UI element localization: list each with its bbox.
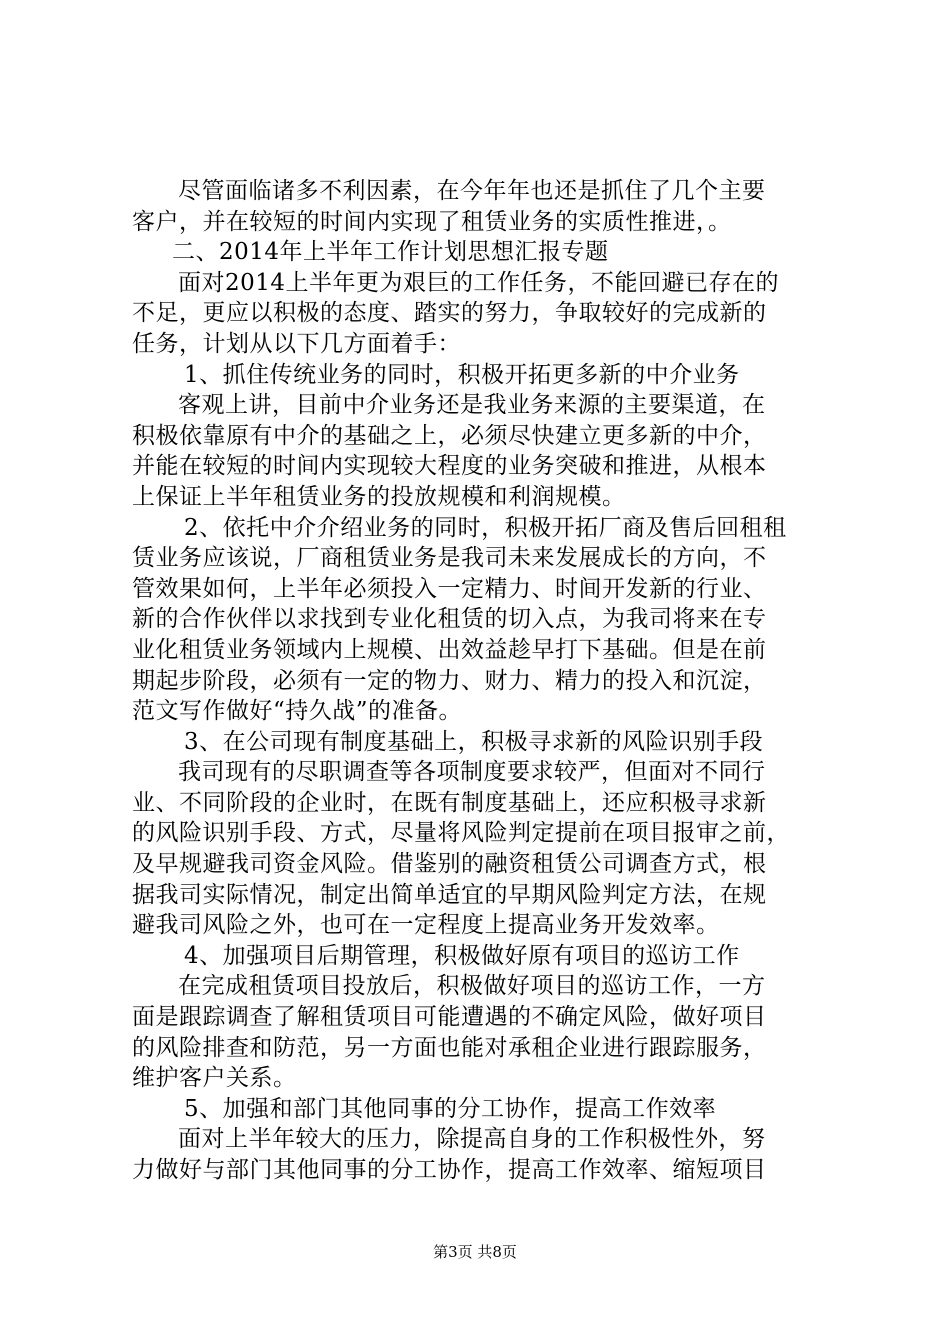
text-line: 1、抓住传统业务的同时，积极开拓更多新的中介业务: [184, 361, 740, 388]
text-line: 面对上半年较大的压力，除提高自身的工作积极性外，努: [178, 1126, 766, 1153]
text-line: 据我司实际情况，制定出简单适宜的早期风险判定方法，在规: [132, 881, 767, 908]
text-line: 管效果如何，上半年必须投入一定精力、时间开发新的行业、: [132, 575, 767, 602]
text-line: 客观上讲，目前中介业务还是我业务来源的主要渠道，在: [178, 392, 766, 419]
text-line: 我司现有的尽职调查等各项制度要求较严，但面对不同行: [178, 759, 766, 786]
text-line: 新的合作伙伴以求找到专业化租赁的切入点，为我司将来在专: [132, 606, 767, 633]
text-line: 的风险排查和防范，另一方面也能对承租企业进行跟踪服务，: [132, 1034, 767, 1061]
text-line: 赁业务应该说，厂商租赁业务是我司未来发展成长的方向，不: [132, 545, 767, 572]
text-line: 的风险识别手段、方式，尽量将风险判定提前在项目报审之前，: [132, 820, 790, 847]
text-line: 在完成租赁项目投放后，积极做好项目的巡访工作，一方: [178, 973, 766, 1000]
text-line: 期起步阶段，必须有一定的物力、财力、精力的投入和沉淀，: [132, 667, 767, 694]
text-line: 维护客户关系。: [132, 1065, 297, 1092]
text-line: 4、加强项目后期管理，积极做好原有项目的巡访工作: [184, 942, 740, 969]
text-line: 3、在公司现有制度基础上，积极寻求新的风险识别手段: [184, 728, 764, 755]
text-line: 面是跟踪调查了解租赁项目可能遭遇的不确定风险，做好项目: [132, 1004, 767, 1031]
text-line: 面对2014上半年更为艰巨的工作任务，不能回避已存在的: [178, 269, 780, 296]
text-line: 并能在较短的时间内实现较大程度的业务突破和推进，从根本: [132, 453, 767, 480]
text-line: 2、依托中介介绍业务的同时，积极开拓厂商及售后回租租: [184, 514, 787, 541]
text-line: 客户，并在较短的时间内实现了租赁业务的实质性推进，。: [132, 208, 732, 235]
text-line: 业化租赁业务领域内上规模、出效益趁早打下基础。但是在前: [132, 636, 767, 663]
text-line: 业、不同阶段的企业时，在既有制度基础上，还应积极寻求新: [132, 789, 767, 816]
page-footer: 第3页 共8页: [433, 1243, 517, 1261]
text-line: 积极依靠原有中介的基础之上，必须尽快建立更多新的中介，: [132, 422, 767, 449]
text-line: 任务，计划从以下几方面着手：: [132, 330, 461, 357]
text-line: 5、加强和部门其他同事的分工协作，提高工作效率: [184, 1095, 717, 1122]
text-line: 尽管面临诸多不利因素，在今年年也还是抓住了几个主要: [178, 178, 766, 204]
text-line: 力做好与部门其他同事的分工协作，提高工作效率、缩短项目: [132, 1157, 767, 1183]
text-line: 不足，更应以积极的态度、踏实的努力，争取较好的完成新的: [132, 300, 767, 327]
text-line: 避我司风险之外，也可在一定程度上提高业务开发效率。: [132, 912, 720, 939]
text-line: 上保证上半年租赁业务的投放规模和利润规模。: [132, 483, 626, 510]
document-body: [132, 176, 832, 1186]
text-line: 及早规避我司资金风险。借鉴别的融资租赁公司调查方式，根: [132, 851, 767, 878]
text-line: 范文写作做好“持久战”的准备。: [132, 698, 463, 725]
text-line: 二、2014年上半年工作计划思想汇报专题: [172, 239, 609, 266]
